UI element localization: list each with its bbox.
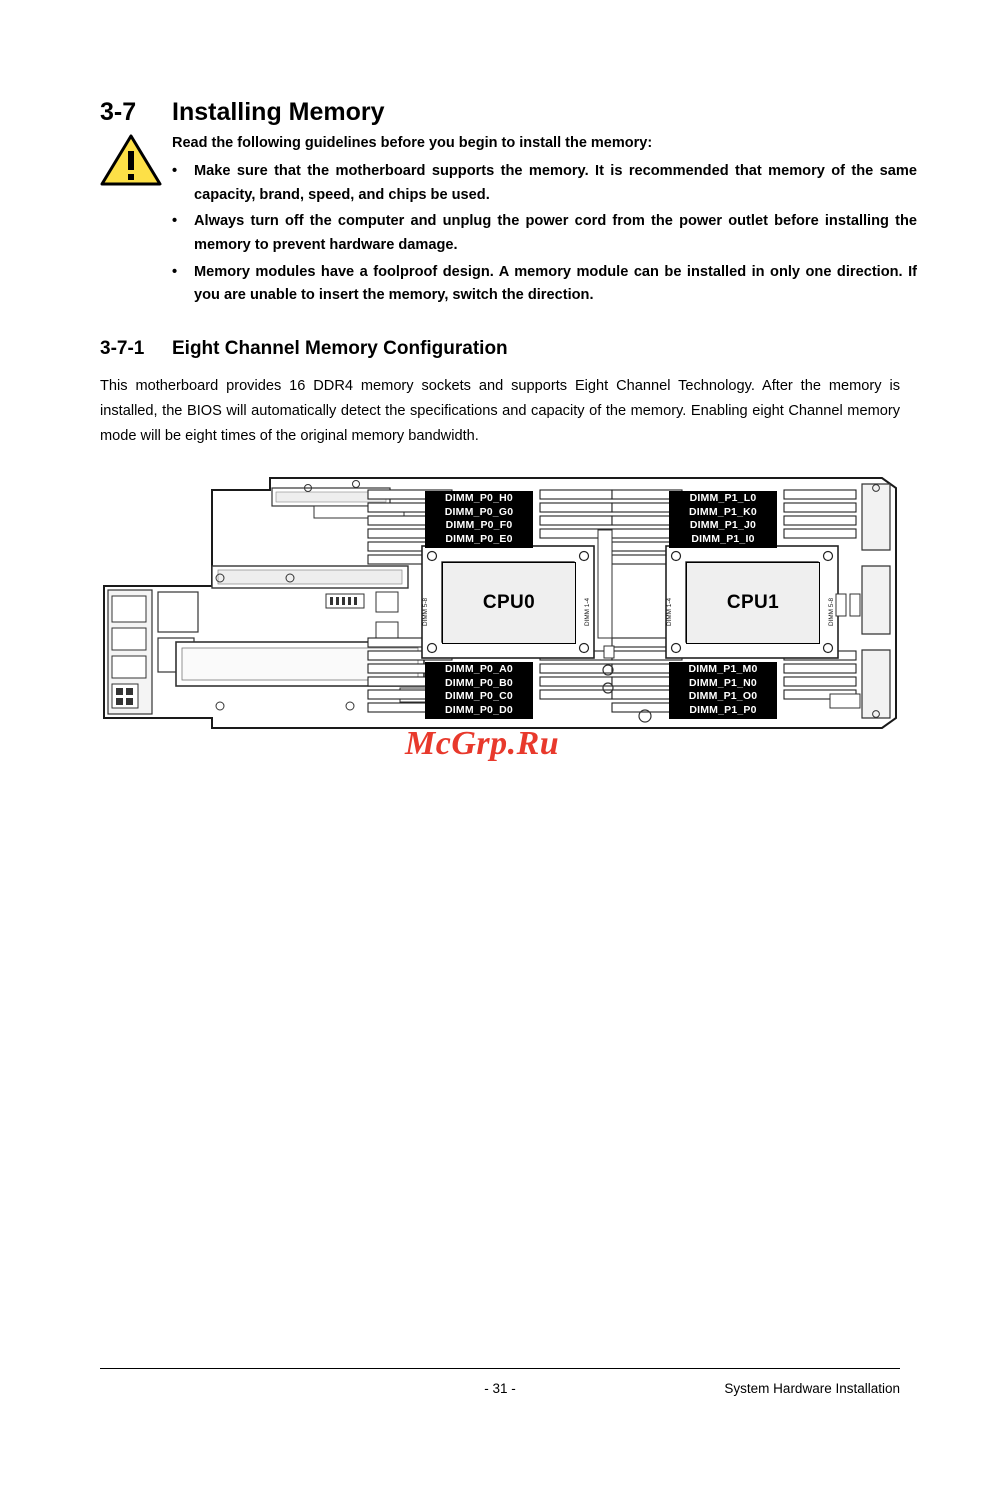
dimm-label-group-p1-top — [669, 491, 777, 548]
dimm-label: DIMM_P1_I0 — [691, 532, 755, 545]
page-number: - 31 - — [484, 1381, 516, 1396]
bullet-marker: • — [172, 213, 178, 230]
svg-text:DIMM 1-4: DIMM 1-4 — [584, 597, 591, 627]
dimm-label: DIMM_P0_H0 — [445, 492, 513, 504]
warning-icon — [100, 133, 162, 188]
subsection-title: Eight Channel Memory Configuration — [172, 338, 508, 359]
watermark: McGrp.Ru — [405, 725, 560, 762]
dimm-label: DIMM_P1_O0 — [688, 690, 758, 703]
footer-divider — [100, 1368, 900, 1369]
subsection-heading — [100, 338, 508, 360]
section-number: 3-7 — [100, 98, 137, 126]
bullet-marker: • — [172, 263, 178, 280]
footer-chapter-title: System Hardware Installation — [724, 1381, 900, 1396]
dimm-label-group-p1-bottom — [669, 662, 777, 719]
list-item — [172, 210, 917, 257]
list-item-text: Always turn off the computer and unplug the power cord from the power outlet before installing the memory to prevent hardware damage. — [194, 213, 917, 253]
svg-text:DIMM 5-8: DIMM 5-8 — [422, 597, 429, 627]
svg-text:DIMM 5-8: DIMM 5-8 — [828, 597, 835, 627]
dimm-label: DIMM_P1_L0 — [689, 492, 757, 504]
dimm-label: DIMM_P1_N0 — [689, 676, 757, 689]
dimm-label: DIMM_P0_E0 — [445, 532, 513, 545]
section-heading — [100, 98, 920, 127]
list-item — [172, 160, 917, 207]
svg-text:DIMM 1-4: DIMM 1-4 — [666, 597, 673, 627]
dimm-label-group-p0-bottom — [425, 662, 533, 719]
dimm-label-group-p0-top — [425, 491, 533, 548]
dimm-label: DIMM_P1_K0 — [689, 505, 757, 518]
dimm-label: DIMM_P1_M0 — [688, 663, 758, 675]
dimm-label: DIMM_P0_G0 — [444, 505, 514, 518]
motherboard-diagram — [100, 470, 900, 760]
dimm-label: DIMM_P1_P0 — [689, 703, 757, 716]
list-item-text: Make sure that the motherboard supports the memory. It is recommended that memory of the same capacity, brand, speed, and chips be used. — [194, 163, 917, 203]
dimm-label: DIMM_P0_A0 — [445, 663, 513, 675]
dimm-label: DIMM_P0_B0 — [445, 676, 513, 689]
guidelines-intro: Read the following guidelines before you begin to install the memory: — [172, 135, 653, 151]
dimm-label: DIMM_P0_F0 — [445, 519, 513, 532]
cpu1-socket-label: CPU1 — [686, 562, 820, 644]
guidelines-list — [172, 160, 917, 311]
dimm-label: DIMM_P0_C0 — [445, 690, 513, 703]
subsection-paragraph: This motherboard provides 16 DDR4 memory sockets and supports Eight Channel Technology. After the memory is installed, the BIOS will automatically detect the specifications and capacity of the memory. Enabling eight Channel memory mode will be eight times of the original memory bandwidth. — [100, 378, 900, 445]
dimm-label: DIMM_P1_J0 — [689, 519, 757, 532]
list-item-text: Memory modules have a foolproof design. A memory module can be installed in only one direction. If you are unable to insert the memory, switch the direction. — [194, 263, 917, 304]
list-item — [172, 261, 917, 308]
section-title: Installing Memory — [172, 98, 385, 126]
subsection-number: 3-7-1 — [100, 338, 145, 359]
dimm-label: DIMM_P0_D0 — [445, 703, 513, 716]
cpu0-socket-label: CPU0 — [442, 562, 576, 644]
bullet-marker: • — [172, 163, 178, 179]
